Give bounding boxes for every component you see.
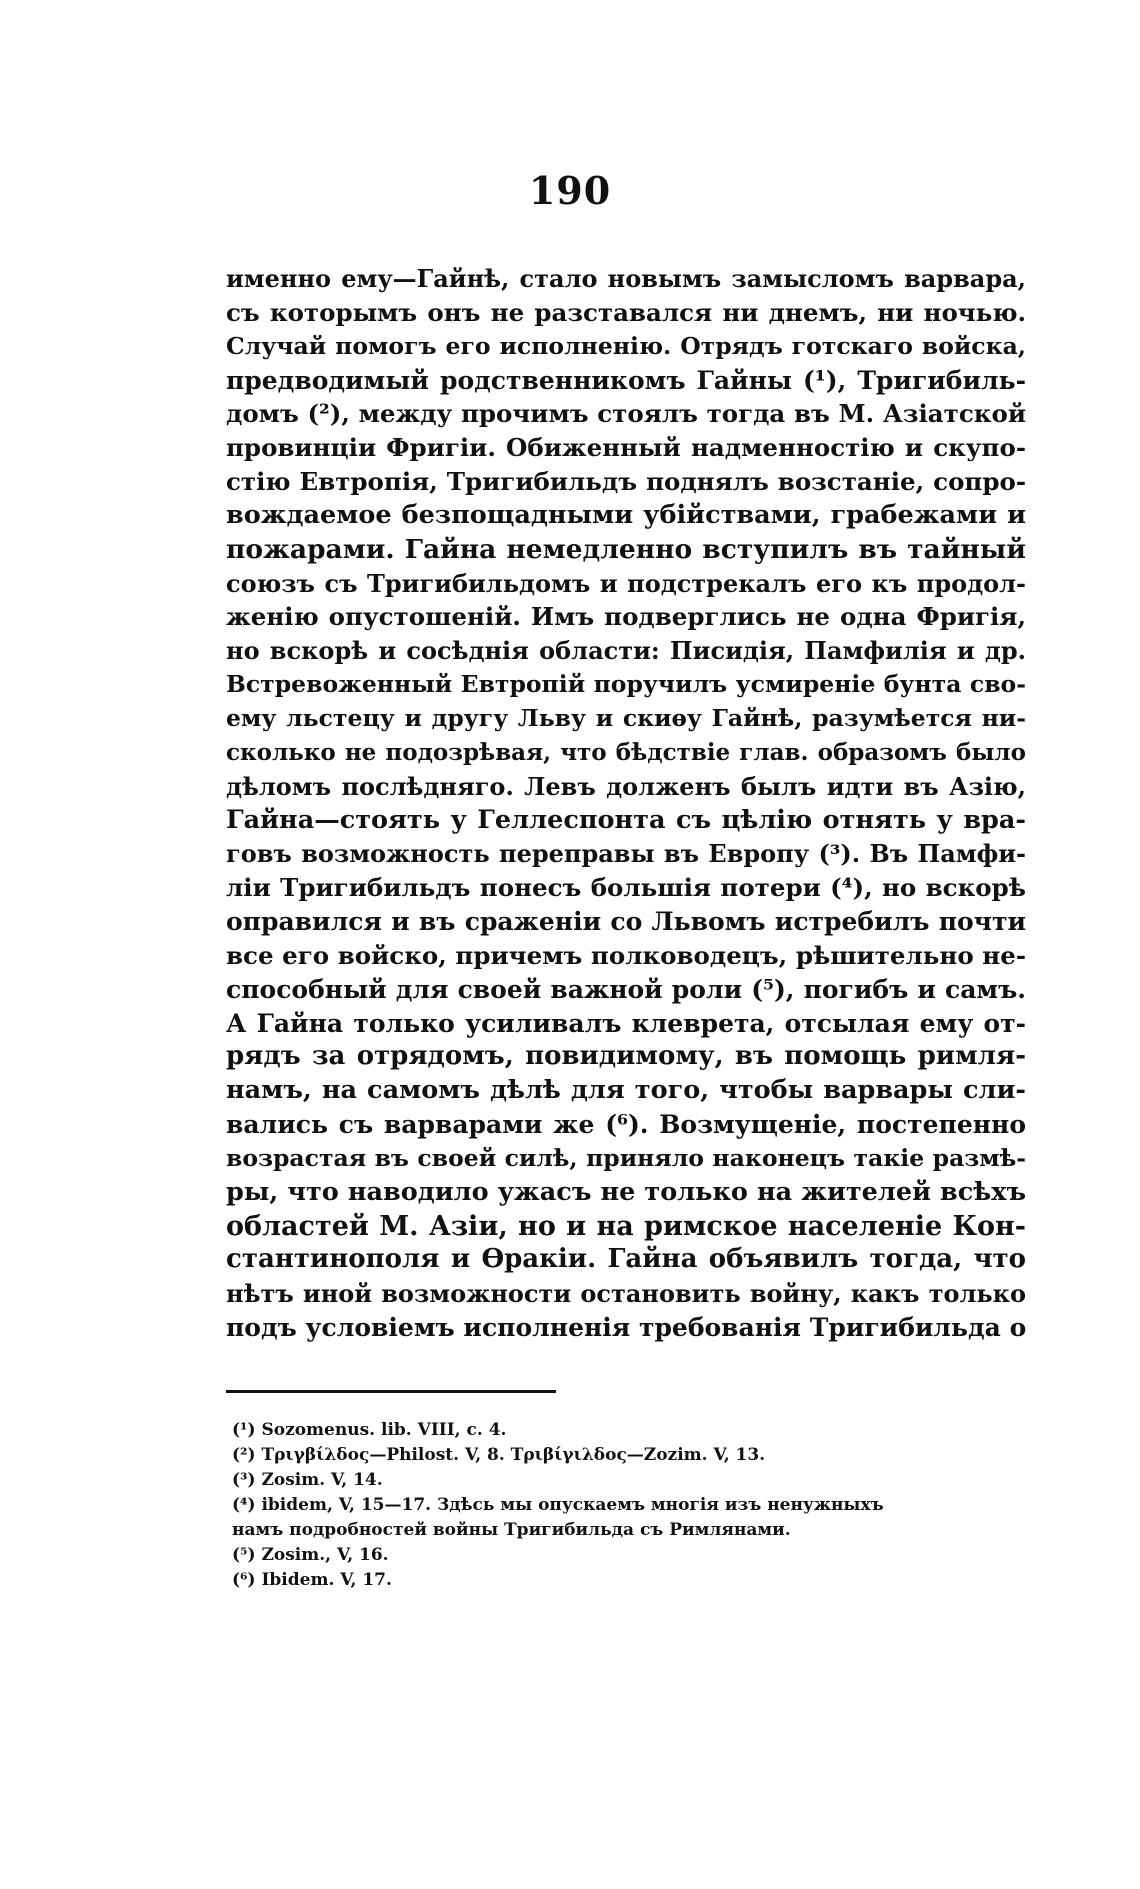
text-line: возрастая въ своей силѣ, приняло наконецъ такіе размѣ- <box>226 1143 1026 1172</box>
text-line: нѣтъ иной возможности остановить войну, какъ только <box>226 1279 1026 1309</box>
main-text <box>226 262 1026 1345</box>
text-line: пожарами. Гайна немедленно вступилъ въ тайный <box>226 533 1026 565</box>
footnote: (³) Zosim. V, 14. <box>232 1470 383 1490</box>
text-line: способный для своей важной роли (⁵), погибъ и самъ. <box>226 974 1026 1004</box>
footnote: (⁵) Zosim., V, 16. <box>232 1545 389 1565</box>
text-line: союзъ съ Тригибильдомъ и подстрекалъ его къ продол- <box>226 568 1026 598</box>
text-line: дѣломъ послѣдняго. Левъ долженъ былъ идти въ Азію, <box>226 771 1026 801</box>
text-line: говъ возможность переправы въ Европу (³). Въ Памфи- <box>226 839 1026 869</box>
text-line: ліи Тригибильдъ понесъ большія потери (⁴), но вскорѣ <box>226 873 1026 903</box>
text-line: Гайна—стоять у Геллеспонта съ цѣлію отнять у вра- <box>226 804 1026 835</box>
footnote: (²) Τριγβίλδος—Philost. V, 8. Τριβίγιλδος—Zozim. V, 13. <box>232 1445 766 1465</box>
text-line: ры, что наводило ужасъ не только на жителей всѣхъ <box>226 1176 1026 1207</box>
text-line: Случай помогъ его исполненію. Отрядъ готскаго войска, <box>226 331 1026 360</box>
footnote: (¹) Sozomenus. lib. VIII, c. 4. <box>232 1420 507 1440</box>
text-line: рядъ за отрядомъ, повидимому, въ помощь римля- <box>226 1041 1026 1072</box>
text-line: стію Евтропія, Тригибильдъ поднялъ возстаніе, сопро- <box>226 467 1026 497</box>
text-line: намъ, на самомъ дѣлѣ для того, чтобы варвары сли- <box>226 1075 1026 1106</box>
text-line: подъ условіемъ исполненія требованія Тригибильда о <box>226 1313 1027 1343</box>
footnotes <box>232 1418 1032 1593</box>
footnote: (⁴) ibidem, V, 15—17. Здѣсь мы опускаемъ многія изъ ненужныхъ <box>232 1495 884 1515</box>
text-line: домъ (²), между прочимъ стоялъ тогда въ М. Азіатской <box>226 399 1026 429</box>
text-line: именно ему—Гайнѣ, стало новымъ замысломъ варвара, <box>226 264 1026 293</box>
text-line: предводимый родственникомъ Гайны (¹), Тригибиль- <box>226 365 1026 395</box>
text-line: провинціи Фригіи. Обиженный надменностію и скупо- <box>226 433 1026 463</box>
footnote: (⁶) Ibidem. V, 17. <box>232 1570 392 1590</box>
footnote-divider <box>226 1390 556 1393</box>
text-line: вались съ варварами же (⁶). Возмущеніе, постепенно <box>226 1110 1026 1140</box>
text-line: А Гайна только усиливалъ клеврета, отсылая ему от- <box>226 1008 1026 1038</box>
text-line: ему льстецу и другу Льву и скиѳу Гайнѣ, разумѣется ни- <box>226 703 1026 732</box>
page-number: 190 <box>528 168 612 213</box>
text-line: областей М. Азіи, но и на римское населеніе Кон- <box>226 1210 1026 1242</box>
text-line: оправился и въ сраженіи со Львомъ истребилъ почти <box>226 907 1026 937</box>
footnote-continuation: намъ подробностей войны Тригибильда съ Римлянами. <box>232 1520 791 1540</box>
text-line: но вскорѣ и сосѣднія области: Писидія, Памфилія и др. <box>226 636 1026 666</box>
text-line: все его войско, причемъ полководецъ, рѣшительно не- <box>226 940 1026 970</box>
text-line: вождаемое безпощадными убійствами, грабежами и <box>226 499 1026 530</box>
text-line: стантинополя и Ѳракіи. Гайна объявилъ тогда, что <box>226 1244 1026 1275</box>
text-line: женію опустошеній. Имъ подверглись не одна Фригія, <box>226 602 1026 632</box>
text-line: сколько не подозрѣвая, что бѣдствіе глав. образомъ было <box>226 738 1026 766</box>
text-line: Встревоженный Евтропій поручилъ усмиреніе бунта сво- <box>226 670 1026 699</box>
text-line: съ которымъ онъ не разставался ни днемъ, ни ночью. <box>226 297 1026 327</box>
